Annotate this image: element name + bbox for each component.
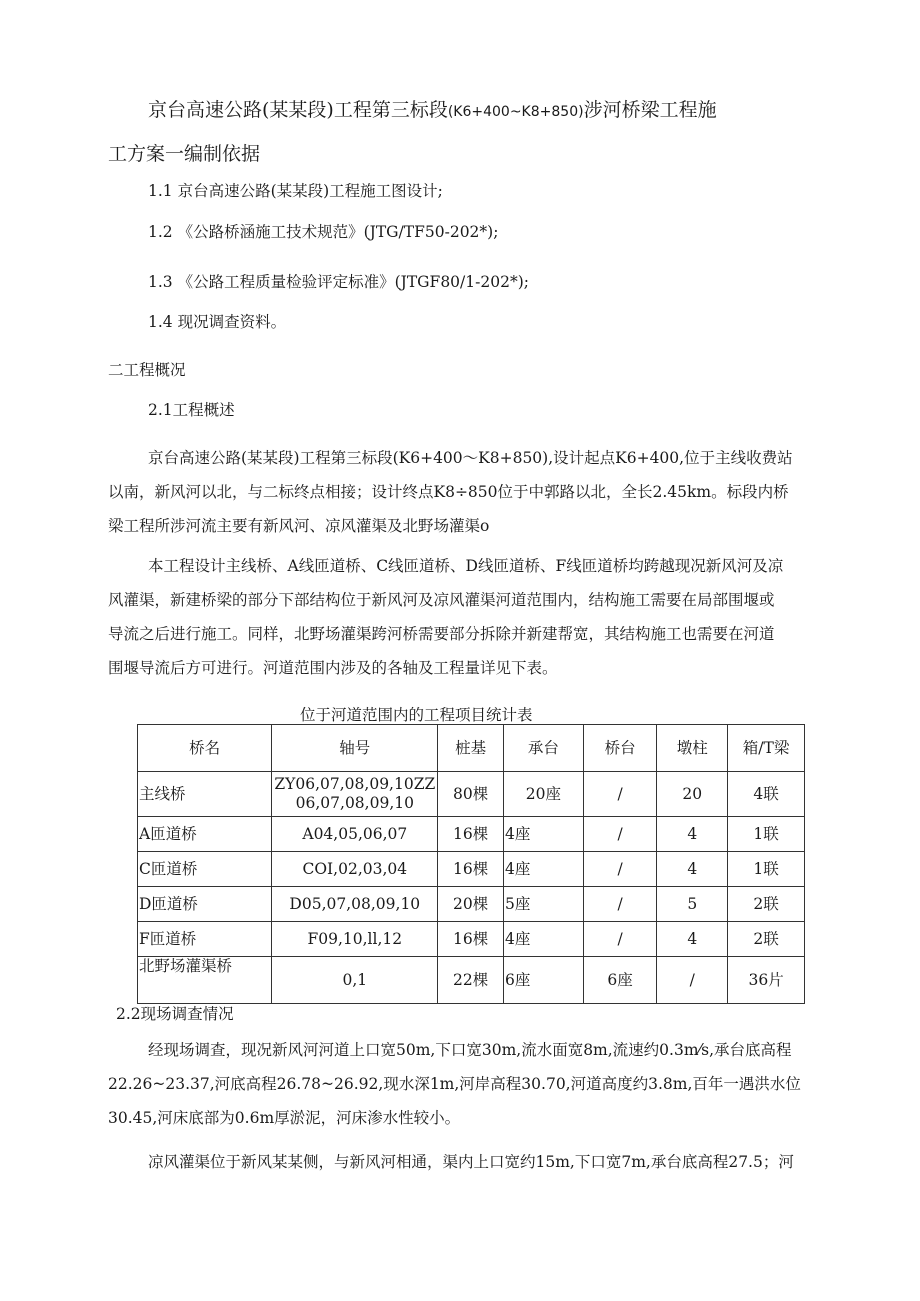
table-cell: 5 (657, 887, 728, 922)
title-part-c: 涉河桥梁工程施 (583, 99, 717, 121)
table-cell: 6座 (583, 957, 657, 1004)
subsection-heading: 2.1工程概述 (148, 401, 235, 419)
table-cell: 16棵 (438, 922, 504, 957)
table-cell-bridge: 主线桥 (138, 772, 272, 817)
table-row (138, 817, 805, 852)
overview-paragraph-line: 以南，新风河以北，与二标终点相接；设计终点K8÷850位于中郭路以北，全长2.45km。标段内桥 (108, 483, 789, 501)
table-cell: 4座 (504, 852, 584, 887)
table-cell: 6座 (504, 957, 584, 1004)
canal-paragraph-line: 凉风灌渠位于新风某某侧，与新风河相通，渠内上口宽约15m,下口宽7m,承台底高程27.5；河 (148, 1153, 794, 1171)
table-header-cell: 桥名 (138, 725, 272, 772)
table-caption: 位于河道范围内的工程项目统计表 (300, 706, 533, 724)
basis-item-1: 1.1 京台高速公路(某某段)工程施工图设计; (148, 182, 443, 200)
table-cell-bridge: F匝道桥 (138, 922, 272, 957)
table-header-row (138, 725, 805, 772)
basis-item-3: 1.3 《公路工程质量检验评定标准》(JTGF80/1-202*); (148, 273, 529, 291)
table-cell: / (583, 817, 657, 852)
table-cell-axis (272, 772, 438, 817)
table-cell-bridge: C匝道桥 (138, 852, 272, 887)
table-cell: / (583, 887, 657, 922)
section-heading: 二工程概况 (108, 361, 186, 379)
table-cell: 16棵 (438, 817, 504, 852)
table-cell-axis: D05,07,08,09,10 (272, 887, 438, 922)
table-cell: 1联 (728, 852, 805, 887)
table-cell-bridge: A匝道桥 (138, 817, 272, 852)
table-cell: 4 (657, 817, 728, 852)
table-cell: 5座 (504, 887, 584, 922)
table-cell: / (583, 852, 657, 887)
subsection-heading: 2.2现场调查情况 (116, 1005, 234, 1023)
table-row (138, 922, 805, 957)
survey-paragraph-line: 22.26~23.37,河底高程26.78~26.92,现水深1m,河岸高程30.70,河道高度约3.8m,百年一遇洪水位 (108, 1075, 801, 1093)
title-part-b: (K6+400~K8+850) (447, 104, 584, 120)
table-cell-axis: A04,05,06,07 (272, 817, 438, 852)
axis-line-1: ZY06,07,08,09,10ZZ (274, 775, 436, 793)
table-cell: 16棵 (438, 852, 504, 887)
table-cell: / (583, 772, 657, 817)
table-cell-bridge: 北野场灌渠桥 (138, 957, 272, 1004)
table-cell: / (583, 922, 657, 957)
survey-paragraph-line: 30.45,河床底部为0.6m厚淤泥，河床渗水性较小。 (108, 1109, 461, 1127)
table-cell: 20棵 (438, 887, 504, 922)
table-cell: 4 (657, 852, 728, 887)
table-cell: 4座 (504, 922, 584, 957)
design-paragraph-line: 导流之后进行施工。同样，北野场灌渠跨河桥需要部分拆除并新建帮宽，其结构施工也需要在河道 (108, 625, 775, 643)
overview-paragraph-line: 梁工程所涉河流主要有新风河、凉风灌渠及北野场灌渠o (108, 517, 490, 535)
table-row (138, 852, 805, 887)
table-header-cell: 桥台 (583, 725, 657, 772)
table-cell: 4 (657, 922, 728, 957)
table-cell: 2联 (728, 922, 805, 957)
table-row (138, 957, 805, 1004)
table-row (138, 887, 805, 922)
title-part-a: 京台高速公路(某某段)工程第三标段 (148, 99, 448, 121)
table-row (138, 772, 805, 817)
table-header-cell: 轴号 (272, 725, 438, 772)
table-cell: 80棵 (438, 772, 504, 817)
table-cell: 20 (657, 772, 728, 817)
document-title-line2: 工方案一编制依据 (108, 143, 261, 165)
table-cell: 1联 (728, 817, 805, 852)
table-cell: / (657, 957, 728, 1004)
table-cell: 22棵 (438, 957, 504, 1004)
design-paragraph-line: 围堰导流后方可进行。河道范围内涉及的各轴及工程量详见下表。 (108, 659, 558, 677)
design-paragraph-line: 本工程设计主线桥、A线匝道桥、C线匝道桥、D线匝道桥、F线匝道桥均跨越现况新风河及凉 (148, 557, 784, 575)
table-cell-axis: 0,1 (272, 957, 438, 1004)
table-cell-axis: COI,02,03,04 (272, 852, 438, 887)
table-cell: 2联 (728, 887, 805, 922)
table-header-cell: 承台 (504, 725, 584, 772)
survey-paragraph-line: 经现场调查，现况新风河河道上口宽50m,下口宽30m,流水面宽8m,流速约0.3m⁄s,承台底高程 (148, 1041, 792, 1059)
design-paragraph-line: 风灌渠，新建桥梁的部分下部结构位于新风河及凉风灌渠河道范围内，结构施工需要在局部围堰或 (108, 591, 775, 609)
table-cell: 4座 (504, 817, 584, 852)
axis-line-2: 06,07,08,09,10 (295, 794, 414, 812)
engineering-stats-table (137, 724, 805, 1004)
document-title-line1 (148, 96, 717, 126)
table-cell: 36片 (728, 957, 805, 1004)
table-cell-bridge: D匝道桥 (138, 887, 272, 922)
table-cell-axis: F09,10,ll,12 (272, 922, 438, 957)
table-cell: 20座 (504, 772, 584, 817)
table-header-cell: 箱/T梁 (728, 725, 805, 772)
table-header-cell: 桩基 (438, 725, 504, 772)
overview-paragraph-line: 京台高速公路(某某段)工程第三标段(K6+400〜K8+850),设计起点K6+400,位于主线收费站 (148, 449, 793, 467)
basis-item-2: 1.2 《公路桥涵施工技术规范》(JTG/TF50-202*); (148, 223, 499, 241)
basis-item-4: 1.4 现况调查资料。 (148, 313, 287, 331)
table-header-cell: 墩柱 (657, 725, 728, 772)
table-cell: 4联 (728, 772, 805, 817)
